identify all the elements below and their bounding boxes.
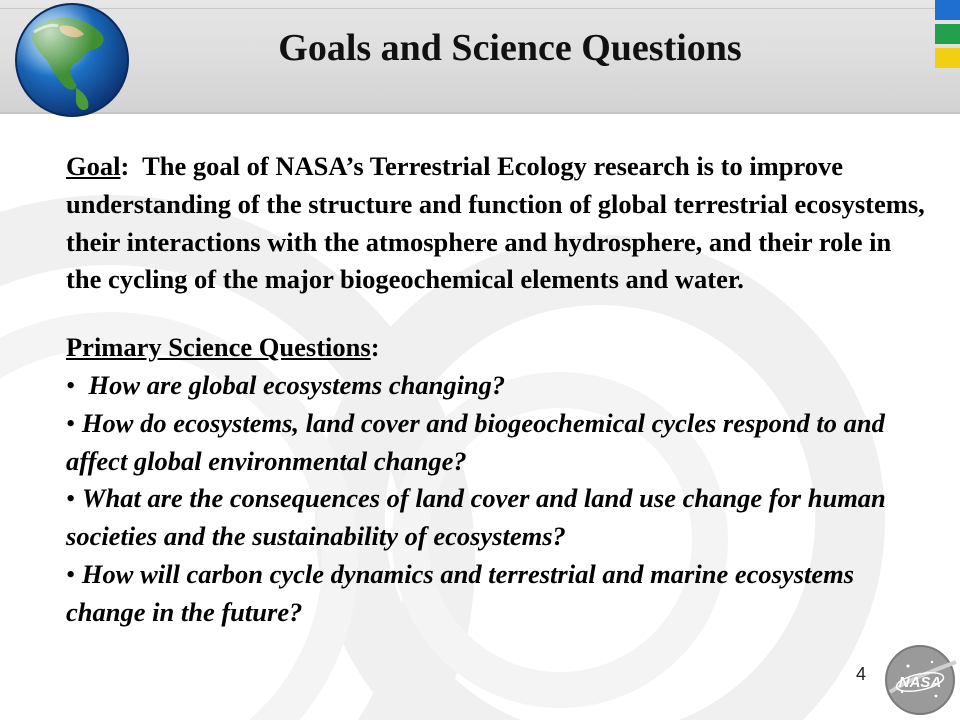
questions-heading-text: Primary Science Questions [66, 332, 371, 363]
question-text: How will carbon cycle dynamics and terrestrial and marine ecosystems change in the future? [66, 558, 855, 627]
question-text: How are global ecosystems changing? [88, 369, 506, 400]
goal-text: The goal of NASA’s Terrestrial Ecology research is to improve understanding of the structure and function of global terrestrial ecosystems, their interactions with the atmosphere and hydrosphere, and their role in the cycling of the major biogeochemical elements and water. [66, 151, 932, 295]
question-item [66, 480, 926, 556]
bullet-icon: • [66, 369, 89, 400]
goal-label: Goal [66, 151, 121, 181]
bullet-icon: • [66, 483, 82, 514]
goal-paragraph [66, 148, 932, 299]
color-bars-decoration [935, 0, 960, 70]
question-item [66, 405, 926, 481]
paragraph-spacer [66, 299, 926, 329]
goal-colon: : [120, 151, 130, 181]
blue-bar [935, 0, 960, 20]
bullet-icon: • [66, 407, 82, 438]
yellow-bar [935, 48, 960, 68]
question-text: What are the consequences of land cover and land use change for human societies and the sustainability of ecosystems? [66, 483, 886, 552]
earth-globe-icon [4, 2, 138, 120]
page-number: 4 [856, 664, 867, 684]
question-text: How do ecosystems, land cover and biogeochemical cycles respond to and affect global environmental change? [66, 407, 885, 476]
bullet-icon: • [66, 558, 82, 589]
header-divider [0, 8, 960, 9]
green-bar [935, 24, 960, 44]
question-item [66, 367, 926, 405]
slide-title: Goals and Science Questions [278, 27, 742, 69]
questions-heading-colon: : [370, 332, 380, 363]
nasa-meatball-logo [878, 640, 960, 718]
slide-body [66, 148, 932, 632]
questions-heading [66, 329, 926, 367]
nasa-logo-text: NASA [898, 674, 942, 691]
question-item [66, 556, 926, 632]
